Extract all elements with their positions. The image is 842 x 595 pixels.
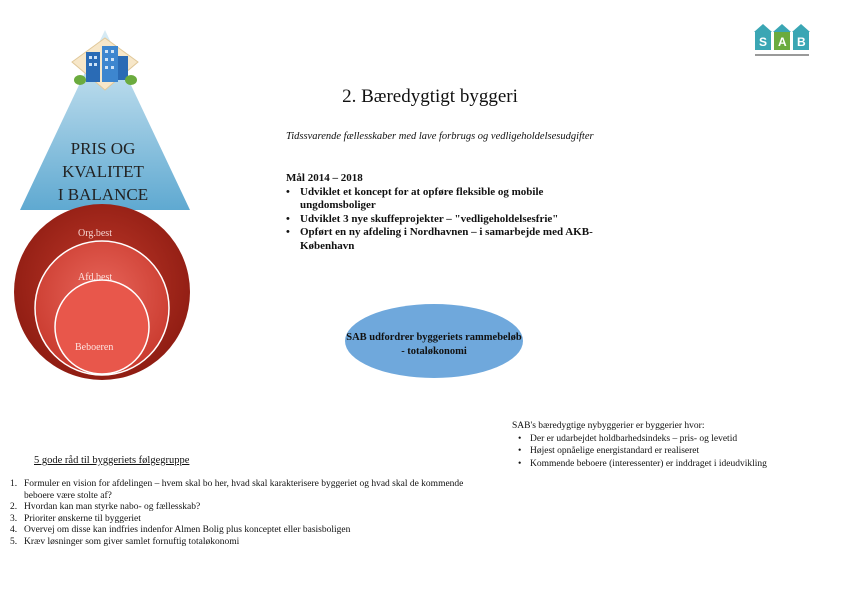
tip-item [10, 537, 470, 549]
inner-label: Beboeren [75, 342, 114, 353]
tip-text: Hvordan kan man styrke nabo- og fællesskab? [24, 502, 201, 512]
tip-number: 3. [10, 513, 18, 524]
subtitle: Tidssvarende fællesskaber med lave forbrugs og vedligeholdelsesudgifter [286, 131, 594, 142]
page-title: 2. Bæredygtigt byggeri [342, 86, 518, 107]
goal-item: • Udviklet 3 nye skuffeprojekter – "vedligeholdelsesfrie" [286, 213, 616, 227]
goal-item: • Opført en ny afdeling i Nordhavnen – i samarbejde med AKB-København [286, 226, 616, 253]
logo-tagline [755, 54, 809, 56]
tip-item [10, 514, 470, 526]
sab-item: • Højest opnåelige energistandard er realiseret [512, 445, 822, 458]
tip-number: 2. [10, 502, 18, 512]
logo-letter-a: A [778, 35, 787, 49]
tips-heading: 5 gode råd til byggeriets følgegruppe [34, 455, 190, 466]
highlight-oval-text: SAB udfordrer byggeriets rammebeløb - totaløkonomi [346, 332, 522, 357]
pyramid-line-1: PRIS OG [70, 139, 136, 158]
building-icon [72, 38, 138, 90]
goals-section [286, 172, 616, 253]
sab-intro: SAB's bæredygtige nybyggerier er byggerier hvor: [512, 421, 705, 431]
logo-letter-b: B [797, 35, 806, 49]
tip-number: 5. [10, 536, 18, 547]
sab-item: • Kommende beboere (interessenter) er inddraget i ideudvikling [512, 458, 822, 471]
tip-number: 1. [10, 479, 18, 489]
sab-criteria [512, 420, 822, 470]
sab-logo [754, 20, 814, 62]
sab-item: • Der er udarbejdet holdbarhedsindeks – pris- og levetid [512, 433, 822, 446]
tip-number: 4. [10, 525, 18, 535]
middle-label: Afd.best [78, 272, 113, 283]
tip-item [10, 502, 470, 514]
pyramid-text [38, 137, 168, 206]
pyramid-line-2: KVALITET [62, 162, 144, 181]
goal-item: • Udviklet et koncept for at opføre fleksible og mobile ungdomsboliger [286, 186, 616, 213]
tip-text: Formuler en vision for afdelingen – hvem skal bo her, hvad skal karakterisere byggeriet og hvad skal de kommende beboere være stolte af? [24, 479, 464, 501]
outer-label: Org.best [78, 228, 112, 239]
tip-text: Prioriter ønskerne til byggeriet [24, 513, 141, 524]
tip-item [10, 479, 470, 502]
tips-list [10, 479, 470, 548]
tip-item [10, 525, 470, 537]
logo-letter-s: S [759, 35, 768, 49]
inner-circle [55, 280, 149, 374]
stakeholder-circles [0, 200, 200, 380]
pyramid-line-3: I BALANCE [57, 185, 149, 204]
tip-text: Kræv løsninger som giver samlet fornuftig totaløkonomi [24, 536, 240, 547]
tip-text: Overvej om disse kan indfries indenfor Almen Bolig plus konceptet eller basisboligen [24, 525, 351, 535]
goals-heading: Mål 2014 – 2018 [286, 172, 363, 184]
